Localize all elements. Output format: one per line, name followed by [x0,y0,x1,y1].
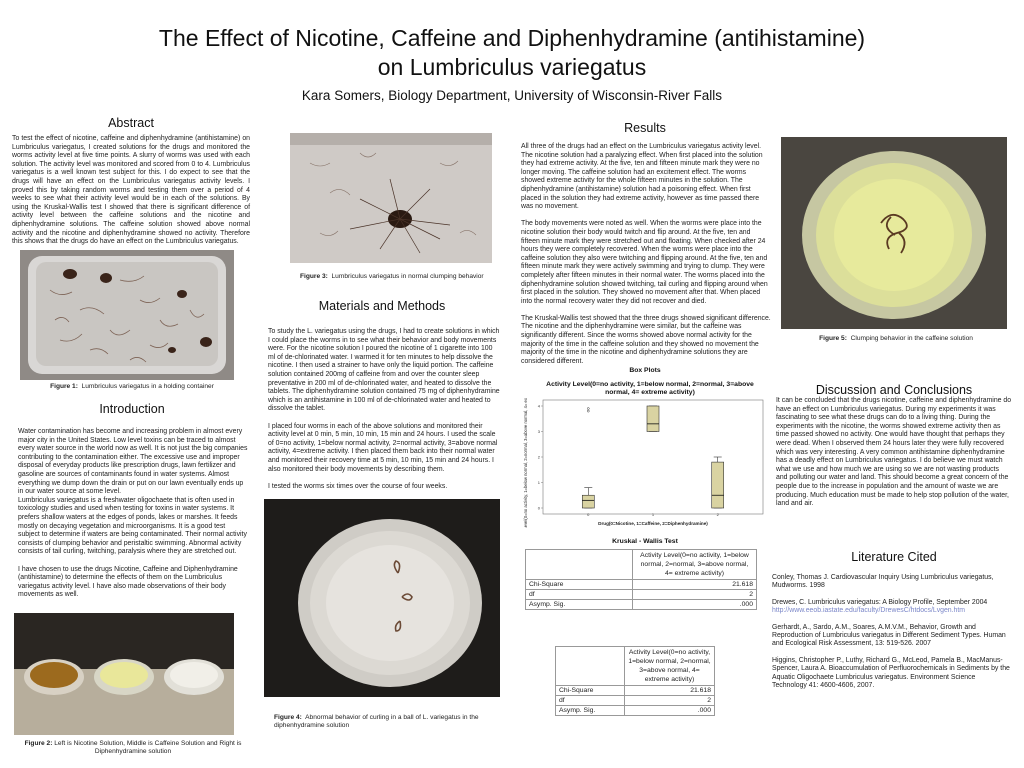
figure-4-label: Figure 4: [274,714,302,721]
kruskal2-header-cell: Activity Level(0=no activity, 1=below normal, 2=normal, 3=above normal, 4= extreme activity) [625,647,715,686]
abstract-heading: Abstract [108,116,154,130]
figure-4-caption [274,714,500,730]
figure-2-caption-text: Left is Nicotine Solution, Middle is Caffeine Solution and Right is Diphenhydramine solution [54,740,242,755]
reference-text: Gerhardt, A., Sardo, A.M., Soares, A.M.V.M., Behavior, Growth and Reproduction of Lumbriculus variegatus in Different Sediment Types. Human and Ecological Risk Assessment, 13: 519-526. 2007 [772,623,1006,648]
y-tick-label: 4 [537,403,540,409]
reference-item [772,599,1012,616]
title-line-2: on Lumbriculus variegatus [377,54,647,80]
table-row [526,580,757,590]
kruskal2-row-label: df [556,696,625,706]
results-paragraph-2: The body movements were noted as well. When the worms were place into the nicotine solution their body would twitch and flip around. At the five, ten and fifteen minute mark they were stretched out and floating. When checked after 24 hours they were completely recovered. When the worms were place into the caffeine solution they also were twitching and flipping around. At the five, ten and fifteen minute mark they were actively swimming and trying to clump. They were completely after fifteen minutes in their normal water. The worms placed into the diphenhydramine solution showed twitching, tail curling and flipping around when first placed in the solution. They showed no movement after that. When placed into the normal recovery water they did not recover and died. [521,220,768,305]
kruskal2-row-value: 2 [625,696,715,706]
table-row [556,706,715,716]
box-0 [582,495,594,508]
boxplots-section-title: Box Plots [629,367,661,374]
methods-paragraph-2: I placed four worms in each of the above solutions and monitored their activity level at 0 min, 5 min, 10 min, 15 min and 24 hours. I used the scale of 0=no activity, 1=below normal activity, 2=normal activity, 3=above normal activity, 4=extreme activity. I then placed them back into their normal water and monitored their recovery time at 5 min, 10 min, 15 min and 24 hours. I also monitored their body movements by describing them. [268,422,498,473]
introduction-paragraph-1: Water contamination has become and increasing problem in almost every major city in the United States. Low level toxins can be traced to almost every water source in the world now as well. It is not just the big companies contributing to the contamination either. The excessive use and improper disposal of everyday products like prescription drugs, lawn fertilizer and gasoline are sources of contaminants found in water systems. Almost everything we dump down the drain or put on our lawn eventually ends up in our water source at some level. Lumbriculus variegatus is a freshwater oligochaete that is often used in toxicology studies and used when testing for toxins in water systems. It prefers shallow waters at the edges of ponds, lakes or marshes. It feeds mostly on decaying vegetation and microorganisms. It is a good test subject to determine if waters are being contaminated. Their normal activity consists of clumping behavior and peristaltic swimming. Abnormal activity consists of tail curling, twitching, paralysis where they are stretched out. [18,428,248,556]
figure-2-photo [14,613,234,735]
figure-4-caption-text: Abnormal behavior of curling in a ball of L. variegatus in the diphenhydramine solution [274,714,479,729]
reference-item [772,624,1012,649]
three-solutions-image [14,613,234,735]
kruskal2-row-label: Asymp. Sig. [556,706,625,716]
introduction-text [18,428,248,608]
figure-1-caption-text: Lumbriculus variegatus in a holding container [81,383,214,390]
kruskal-row-value: 21.618 [633,580,757,590]
figure-3-photo [290,133,492,263]
kruskal2-row-value: 21.618 [625,686,715,696]
clumping-worms-image [290,133,492,263]
figure-1-caption [12,383,252,391]
figure-5-caption-text: Clumping behavior in the caffeine solution [850,335,973,342]
methods-paragraph-1: To study the L. variegatus using the drugs, I had to create solutions in which I could place the worms in to see what their behavior and body movements were. For the nicotine solution I poured the nicotine of 1 cigarette into 100 ml of de-chlorinated water. I warmed it for ten minutes to help dissolve the nicotine. I then used a strainer to have only the liquid portion. The caffeine solution contained 200mg of caffeine from and over the counter sleep preventative in 200 ml of de-chlorinated water, and heated to dissolve the tablets. The diphenhydramine solution contained 75 mg of diphenhydramine which is an antihistamine in 100 ml of de-chlorinated water and heated to dissolve the tablet. [268,328,500,413]
figure-1-label: Figure 1: [50,383,78,390]
y-axis-label: Activity Level(0=no activity, 1=below normal, 2=normal, 3=above normal, 4= extreme activity) [523,398,528,528]
table-row [526,590,757,600]
kruskal2-header-row [556,647,715,686]
figure-3-label: Figure 3: [300,273,328,280]
box-1 [647,406,659,432]
figure-1-photo [20,250,234,380]
kruskal-row-value: 2 [633,590,757,600]
literature-heading: Literature Cited [851,550,937,564]
y-tick-label: 0 [537,505,540,511]
kruskal2-row-value: .000 [625,706,715,716]
discussion-heading: Discussion and Conclusions [815,383,973,397]
kruskal-header-row [526,550,757,580]
box-2 [712,462,724,508]
x-axis-label: Drug(0=Nicotine, 1=Caffeine, 2=Diphenhydramine) [598,521,708,526]
reference-text: Higgins, Christopher P., Luthy, Richard G., McLeod, Pamela B., MacManus-Spencer, Laura A. Bioaccumulation of Perfluorochemicals in Sediments by the Aquatic Oligochaete Lumbriculus variegatus. Environment Science Technology 41: 4600-4606, 2007. [772,656,1010,690]
results-text [521,143,771,375]
figure-5-caption [796,335,996,343]
figure-3-caption [300,273,490,281]
worm-container-image [20,250,234,380]
kruskal-row-label: Asymp. Sig. [526,600,633,610]
kruskal-row-value: .000 [633,600,757,610]
methods-paragraph-3: I tested the worms six times over the course of four weeks. [268,482,448,490]
abstract-text: To test the effect of nicotine, caffeine and diphenhydramine (antihistamine) on Lumbriculus variegatus, I created solutions for the drugs and monitored the worms activity level at five time points. A slurry of worms was used with each solution. The activity level was monitored and scored from 0 to 4. Lumbriculus variegatus is a well known test subject for this. I do expect to see that the drugs will have an effect on the Lumbriculus variegatus activity levels. I proved this by taking random worms and testing them over a period of 4 weeks to see what their activity level would be in each of the solutions. By using the Kruskal-Wallis test I showed that there is significant difference of activity level between the caffeine solutions and the nicotine and diphenhydramine solutions. The caffeine solution showed above normal activity and the nicotine and diphenhydramine showed no activity. Therefore this shows that the drugs do have an effect on the Lumbriculus variegatus. [12,135,250,246]
methods-text [268,328,500,500]
curling-worms-image [264,499,500,697]
kruskal-header-cell: Activity Level(0=no activity, 1=below normal, 2=normal, 3=above normal, 4= extreme activity) [633,550,757,580]
poster-title [0,24,1024,82]
reference-text: Conley, Thomas J. Cardiovascular Inquiry Using Lumbriculus variegatus, Mudworms. 1998 [772,574,994,590]
introduction-paragraph-2: I have chosen to use the drugs Nicotine, Caffeine and Diphenhydramine (antihistamine) to determine the effects of them on the Lumbriculus variegatus activity level. I have also made observations of their body movements as well. [18,565,238,599]
literature-list [772,574,1012,698]
table-row [556,686,715,696]
figure-5-photo [781,137,1007,329]
discussion-text: It can be concluded that the drugs nicotine, caffeine and diphenhydramine do have an effect on Lumbriculus variegatus. During my experiments it was fascinating to see what these drugs can do to a living thing. During the experiments with the nicotine, the worms showed extreme activity then as time passed showed no activity. One would have thought that perhaps they were dead. When I observed them 24 hours later they were fully recovered which was very interesting. A very common antihistamine diphenhydramine has a deadly effect on Lumbriculus variegatus. I do believe we must watch what we use and how much we are using so we are not wasting products and polluting our water and land. This should become a great concern of the people due to the increase in population and the amount of waste we are producing. Much education must be made to help stop pollution of the water, land and air. [776,397,1012,508]
kruskal-row-label: df [526,590,633,600]
boxplot-chart [521,398,771,528]
methods-heading: Materials and Methods [318,299,446,313]
figure-4-photo [264,499,500,697]
y-tick-label: 1 [537,480,540,485]
x-tick-label: 1 [651,512,655,517]
figure-2-label: Figure 2: [24,740,53,747]
kruskal-row-label: Chi-Square [526,580,633,590]
figure-2-caption [18,740,248,756]
table-row [556,696,715,706]
author-line: Kara Somers, Biology Department, University of Wisconsin-River Falls [301,88,723,103]
y-tick-label: 3 [537,429,540,434]
results-paragraph-1: All three of the drugs had an effect on the Lumbriculus variegatus activity level. The nicotine solution had a paralyzing effect. When first placed into the solution they had extreme activity. At the five, ten and fifteen minute mark they were no longer moving. The caffeine solution had an excitement effect. The worms showed extreme activity for the whole fifteen minutes in the solution. The diphenhydramine (antihistamine) solution had a poisoning effect. When first placed in the solution they had extreme activity, however as time passed there was no movement. [521,143,763,211]
reference-text: Drewes, C. Lumbriculus variegatus: A Biology Profile, September 2004 [772,598,988,606]
kruskal2-row-label: Chi-Square [556,686,625,696]
y-tick-label: 2 [537,454,540,460]
results-heading: Results [624,121,666,135]
boxplot-svg [521,398,771,528]
title-line-1: The Effect of Nicotine, Caffeine and Diphenhydramine (antihistamine) [158,25,866,51]
kruskal-table [525,549,757,610]
kruskal-table-duplicate [555,646,715,716]
table-row [526,600,757,610]
x-tick-label: 2 [716,512,719,517]
figure-5-label: Figure 5: [819,335,847,342]
figure-3-caption-text: Lumbriculus variegatus in normal clumping behavior [331,273,484,280]
kruskal-title: Kruskal - Wallis Test [612,538,678,545]
boxplot-heading: Activity Level(0=no activity, 1=below normal, 2=normal, 3=above normal, 4= extreme activity) [546,381,754,396]
reference-item [772,574,1012,591]
caffeine-clumping-image [781,137,1007,329]
reference-link[interactable]: http://www.eeob.iastate.edu/faculty/DrewesC/htdocs/Lvgen.htm [772,607,966,615]
reference-item [772,657,1012,691]
introduction-heading: Introduction [99,402,165,416]
results-paragraph-3: The Kruskal-Wallis test showed that the three drugs showed significant difference. The nicotine and the diphenhydramine were similar, but the caffeine was significantly different. Since the worms showed above normal activity for the majority of the time in the caffeine solution and they showed no movement the majority of the time in the nicotine and diphenhydramine solutions they are considered different. [521,314,771,365]
x-tick-label: 0 [587,512,590,517]
